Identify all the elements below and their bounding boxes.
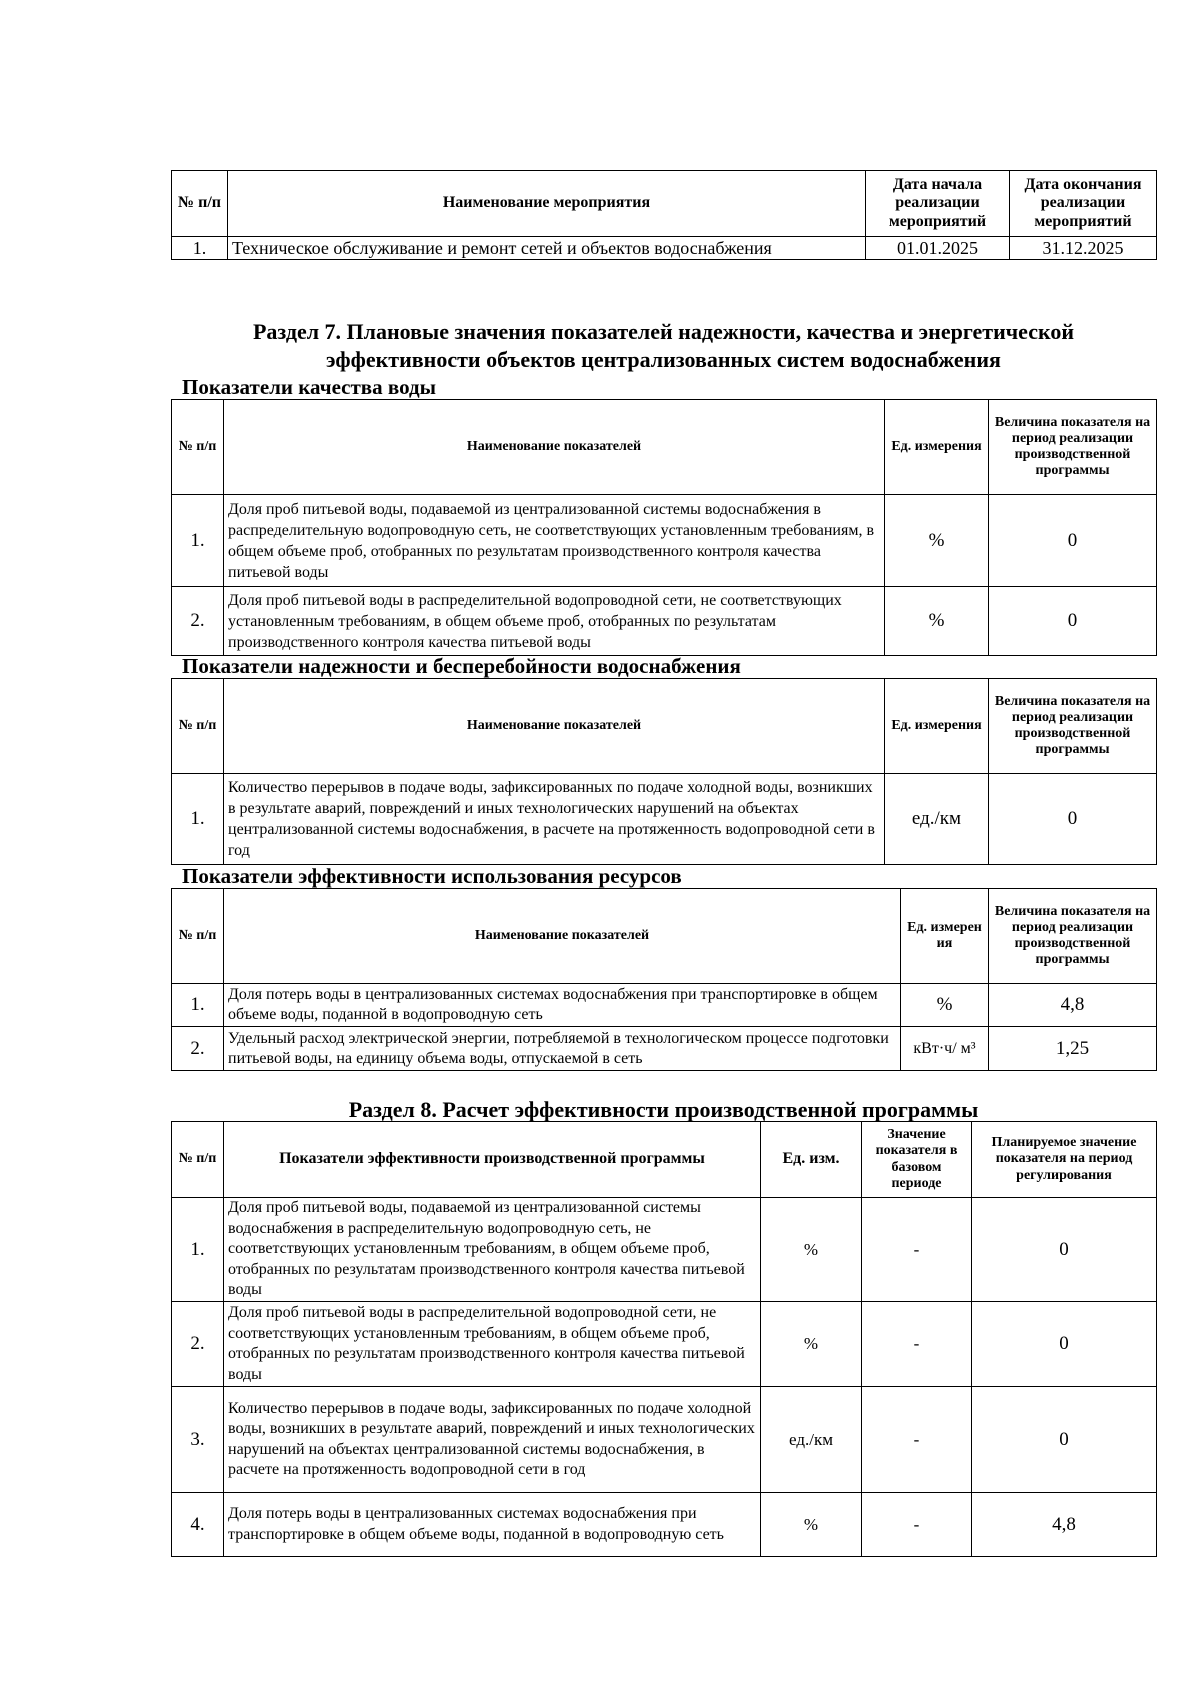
reliability-header-name: Наименование показателей xyxy=(224,679,885,774)
events-header-name: Наименование мероприятия xyxy=(228,171,866,237)
efficiency-header-name: Наименование показателей xyxy=(224,889,901,984)
efficiency-header-value: Величина показателя на период реализации производственной программы xyxy=(989,889,1157,984)
quality-row2-num: 2. xyxy=(172,587,224,656)
events-row-start: 01.01.2025 xyxy=(866,237,1010,260)
events-header-num: № п/п xyxy=(172,171,228,237)
section8-row4-base: - xyxy=(862,1493,972,1557)
section8-row4-num: 4. xyxy=(172,1493,224,1557)
section8-row2-unit: % xyxy=(761,1302,862,1387)
reliability-row1-num: 1. xyxy=(172,774,224,865)
quality-header-row xyxy=(172,400,1157,495)
section8-header-num: № п/п xyxy=(172,1122,224,1198)
table-row xyxy=(172,237,1157,260)
section8-table xyxy=(171,1121,1157,1557)
quality-table xyxy=(171,399,1157,656)
table-row xyxy=(172,984,1157,1027)
efficiency-row2-num: 2. xyxy=(172,1027,224,1071)
table-row xyxy=(172,1387,1157,1493)
efficiency-row1-value: 4,8 xyxy=(989,984,1157,1027)
events-header-start: Дата начала реализации мероприятий xyxy=(866,171,1010,237)
table-row xyxy=(172,1302,1157,1387)
section7-title xyxy=(171,318,1156,374)
reliability-row1-unit: ед./км xyxy=(885,774,989,865)
table-row xyxy=(172,495,1157,587)
events-row-num: 1. xyxy=(172,237,228,260)
section8-row2-plan: 0 xyxy=(972,1302,1157,1387)
efficiency-header-row xyxy=(172,889,1157,984)
section8-row1-name: Доля проб питьевой воды, подаваемой из централизованной системы водоснабжения в распределительную водопроводную сеть, не соответствующих установленным требованиям, в общем объеме проб, отобранных по результатам производственного контроля качества питьевой воды xyxy=(224,1198,761,1302)
events-header-end: Дата окончания реализации мероприятий xyxy=(1010,171,1157,237)
quality-row1-num: 1. xyxy=(172,495,224,587)
quality-header-value: Величина показателя на период реализации производственной программы xyxy=(989,400,1157,495)
section8-row3-unit: ед./км xyxy=(761,1387,862,1493)
section8-row4-plan: 4,8 xyxy=(972,1493,1157,1557)
quality-row2-unit: % xyxy=(885,587,989,656)
section8-row2-num: 2. xyxy=(172,1302,224,1387)
section8-header-row xyxy=(172,1122,1157,1198)
events-header-row xyxy=(172,171,1157,237)
reliability-table xyxy=(171,678,1157,865)
reliability-header-num: № п/п xyxy=(172,679,224,774)
section8-header-unit: Ед. изм. xyxy=(761,1122,862,1198)
efficiency-row1-unit: % xyxy=(901,984,989,1027)
section8-header-name: Показатели эффективности производственной программы xyxy=(224,1122,761,1198)
section8-row1-unit: % xyxy=(761,1198,862,1302)
section8-row2-name: Доля проб питьевой воды в распределительной водопроводной сети, не соответствующих установленным требованиям, в общем объеме проб, отобранных по результатам производственного контроля качества питьевой воды xyxy=(224,1302,761,1387)
section8-title: Раздел 8. Расчет эффективности производственной программы xyxy=(348,1097,979,1122)
section8-row3-name: Количество перерывов в подаче воды, зафиксированных по подаче холодной воды, возникших в результате аварий, повреждений и иных технологических нарушений на объектах централизованной системы водоснабжения, в расчете на протяженность водопроводной сети в год xyxy=(224,1387,761,1493)
efficiency-row2-value: 1,25 xyxy=(989,1027,1157,1071)
efficiency-row1-num: 1. xyxy=(172,984,224,1027)
section8-row2-base: - xyxy=(862,1302,972,1387)
events-row-name: Техническое обслуживание и ремонт сетей и объектов водоснабжения xyxy=(228,237,866,260)
table-row xyxy=(172,587,1157,656)
reliability-row1-value: 0 xyxy=(989,774,1157,865)
events-row-end: 31.12.2025 xyxy=(1010,237,1157,260)
efficiency-row2-unit: кВт·ч/ м³ xyxy=(901,1027,989,1071)
reliability-heading: Показатели надежности и бесперебойности водоснабжения xyxy=(182,654,741,678)
reliability-header-row xyxy=(172,679,1157,774)
quality-row2-name: Доля проб питьевой воды в распределительной водопроводной сети, не соответствующих установленным требованиям, в общем объеме проб, отобранных по результатам производственного контроля качества питьевой воды xyxy=(224,587,885,656)
section8-row1-base: - xyxy=(862,1198,972,1302)
quality-header-name: Наименование показателей xyxy=(224,400,885,495)
events-table xyxy=(171,170,1157,260)
efficiency-row2-name: Удельный расход электрической энергии, потребляемой в технологическом процессе подготовки питьевой воды, на единицу объема воды, отпускаемой в сеть xyxy=(224,1027,901,1071)
section8-row3-base: - xyxy=(862,1387,972,1493)
table-row xyxy=(172,1493,1157,1557)
efficiency-header-unit: Ед. измерен ия xyxy=(901,889,989,984)
section8-row3-plan: 0 xyxy=(972,1387,1157,1493)
efficiency-row1-name: Доля потерь воды в централизованных системах водоснабжения при транспортировке в общем объеме воды, поданной в водопроводную сеть xyxy=(224,984,901,1027)
reliability-header-unit: Ед. измерения xyxy=(885,679,989,774)
section7-title-line2: эффективности объектов централизованных систем водоснабжения xyxy=(326,347,1001,372)
table-row xyxy=(172,1198,1157,1302)
section8-row4-name: Доля потерь воды в централизованных системах водоснабжения при транспортировке в общем объеме воды, поданной в водопроводную сеть xyxy=(224,1493,761,1557)
section7-title-line1: Раздел 7. Плановые значения показателей надежности, качества и энергетической xyxy=(252,319,1075,344)
table-row xyxy=(172,1027,1157,1071)
quality-header-unit: Ед. измерения xyxy=(885,400,989,495)
quality-heading: Показатели качества воды xyxy=(182,375,436,399)
table-row xyxy=(172,774,1157,865)
section8-row3-num: 3. xyxy=(172,1387,224,1493)
efficiency-header-num: № п/п xyxy=(172,889,224,984)
section8-header-plan: Планируемое значение показателя на период регулирования xyxy=(972,1122,1157,1198)
efficiency-table xyxy=(171,888,1157,1071)
quality-row2-value: 0 xyxy=(989,587,1157,656)
quality-row1-value: 0 xyxy=(989,495,1157,587)
quality-row1-unit: % xyxy=(885,495,989,587)
reliability-header-value: Величина показателя на период реализации производственной программы xyxy=(989,679,1157,774)
section8-row4-unit: % xyxy=(761,1493,862,1557)
quality-header-num: № п/п xyxy=(172,400,224,495)
efficiency-heading: Показатели эффективности использования ресурсов xyxy=(182,864,682,888)
quality-row1-name: Доля проб питьевой воды, подаваемой из централизованной системы водоснабжения в распределительную водопроводную сеть, не соответствующих установленным требованиям, в общем объеме проб, отобранных по результатам производственного контроля качества питьевой воды xyxy=(224,495,885,587)
section8-row1-plan: 0 xyxy=(972,1198,1157,1302)
reliability-row1-name: Количество перерывов в подаче воды, зафиксированных по подаче холодной воды, возникших в результате аварий, повреждений и иных технологических нарушений на объектах централизованной системы водоснабжения, в расчете на протяженность водопроводной сети в год xyxy=(224,774,885,865)
section8-row1-num: 1. xyxy=(172,1198,224,1302)
section8-header-base: Значение показателя в базовом периоде xyxy=(862,1122,972,1198)
